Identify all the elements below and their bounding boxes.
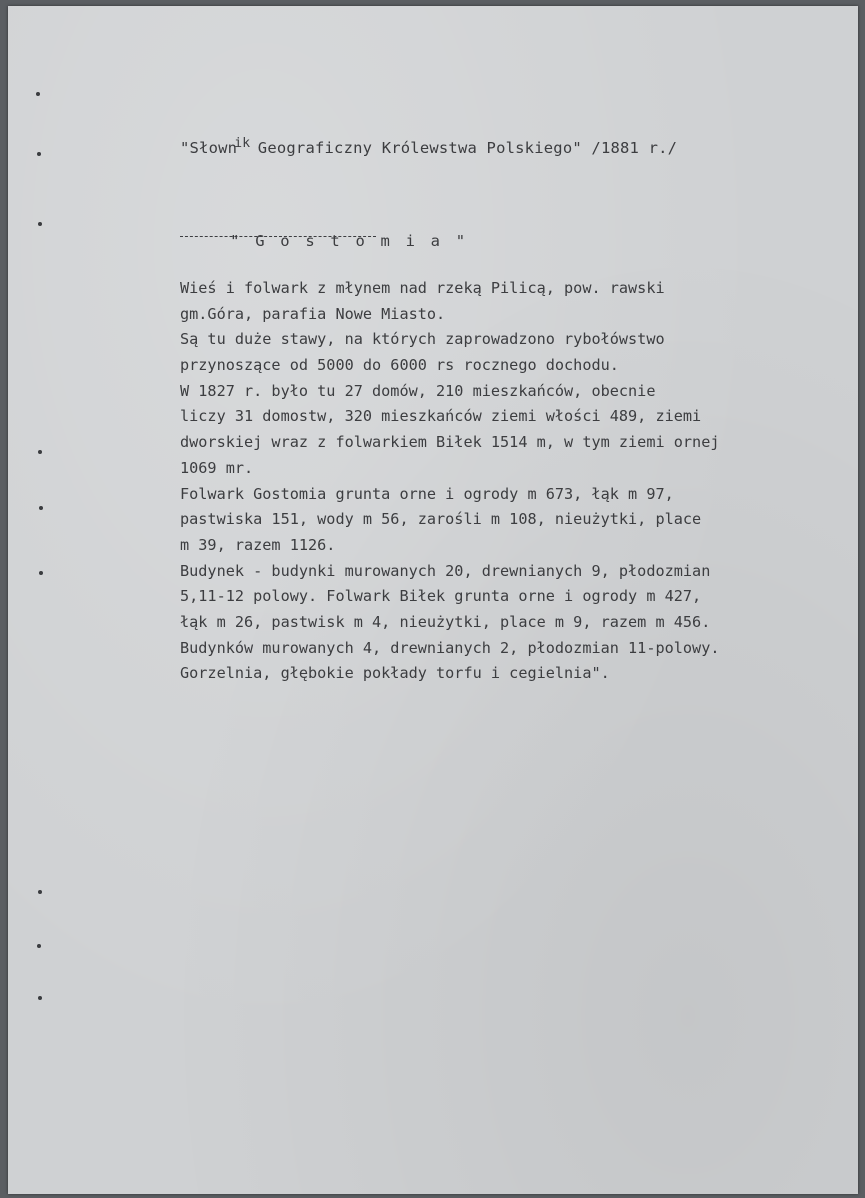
text-line: łąk m 26, pastwisk m 4, nieużytki, place m 9, razem m 456. (180, 612, 711, 631)
edge-mark (38, 222, 42, 226)
heading-underline (180, 236, 376, 237)
edge-mark (37, 152, 41, 156)
edge-mark (36, 92, 40, 96)
text-line: Folwark Gostomia grunta orne i ogrody m 673, łąk m 97, (180, 484, 674, 503)
edge-mark (39, 571, 43, 575)
text-line: pastwiska 151, wody m 56, zarośli m 108, nieużytki, place (180, 510, 702, 529)
source-citation (180, 136, 678, 157)
edge-mark (38, 450, 42, 454)
text-line: 5,11-12 polowy. Folwark Biłek grunta orne i ogrody m 427, (180, 587, 702, 606)
text-line: Budynków murowanych 4, drewnianych 2, płodozmian 11-polowy. (180, 638, 720, 657)
text-line: Są tu duże stawy, na których zaprowadzono rybołówstwo (180, 330, 665, 349)
source-citation-correction: ik (234, 136, 251, 151)
text-line: Wieś i folwark z młynem nad rzeką Pilicą, pow. rawski (180, 279, 665, 297)
edge-mark (38, 890, 42, 894)
edge-mark (37, 944, 41, 948)
body-text (180, 276, 719, 687)
text-line: dworskiej wraz z folwarkiem Biłek 1514 m, w tym ziemi ornej (180, 433, 720, 452)
document-page (8, 6, 858, 1194)
text-line: 1069 mr. (180, 458, 254, 477)
edge-mark (39, 506, 43, 510)
source-citation-part: "Słown (180, 139, 238, 157)
heading-text: " G o s t o m i a " (230, 232, 469, 250)
text-line: m 39, razem 1126. (180, 535, 336, 554)
text-line: liczy 31 domostw, 320 mieszkańców ziemi włości 489, ziemi (180, 407, 702, 426)
text-line: gm.Góra, parafia Nowe Miasto. (180, 304, 446, 323)
text-line: W 1827 r. było tu 27 domów, 210 mieszkańców, obecnie (180, 381, 656, 400)
text-line: Gorzelnia, głębokie pokłady torfu i cegielnia". (180, 664, 610, 683)
text-line: przynoszące od 5000 do 6000 rs rocznego dochodu. (180, 356, 619, 375)
text-line: Budynek - budynki murowanych 20, drewnianych 9, płodozmian (180, 561, 711, 580)
source-citation-part: Geograficzny Królewstwa Polskiego" /1881 r./ (248, 139, 678, 157)
edge-mark (38, 996, 42, 1000)
